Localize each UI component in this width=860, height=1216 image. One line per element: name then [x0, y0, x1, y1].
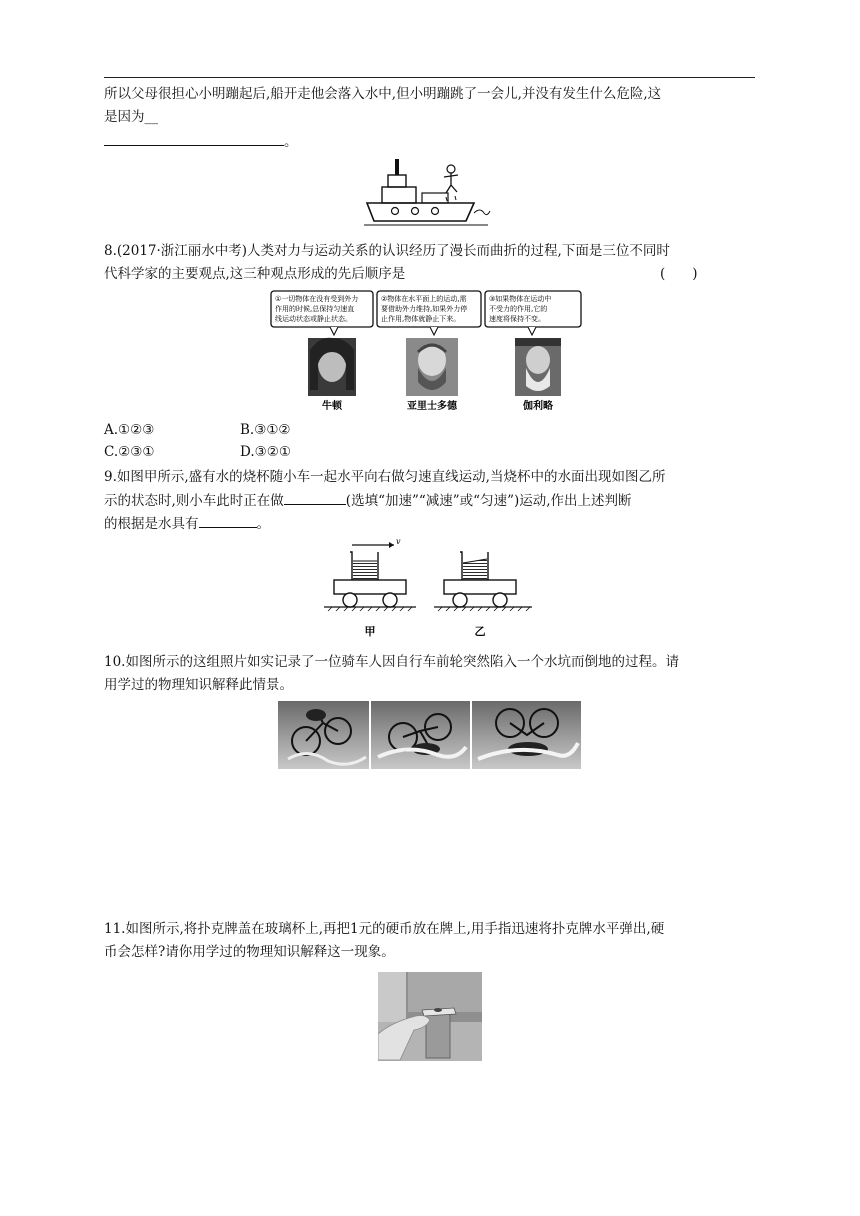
bike-photo-3 — [472, 701, 581, 769]
q7-text-line1: 所以父母很担心小明蹦起后,船开走他会落入水中,但小明蹦跳了一会儿,并没有发生什么危险,这 — [104, 86, 662, 102]
q11-stem-line2: 币会怎样?请你用学过的物理知识解释这一现象。 — [104, 944, 395, 960]
q10-stem-line1: 10.如图所示的这组照片如实记录了一位骑车人因自行车前轮突然陷入一个水坑而倒地的过程。请 — [104, 654, 679, 670]
newton-quote-2: 作用的时候,总保持匀速直 — [275, 305, 355, 313]
velocity-label: v — [396, 537, 401, 546]
q9-stem-line2 — [104, 490, 755, 513]
aristotle-caption: 亚里士多德 — [407, 401, 457, 412]
q9-blank-property[interactable] — [199, 513, 257, 528]
q9-text-3b: 。 — [256, 516, 270, 532]
aristotle-quote-3: 止作用,物体就静止下来。 — [381, 315, 461, 323]
scientists-figure — [270, 290, 590, 414]
q7-text-line2: 是因为__ — [104, 109, 158, 125]
galileo-bubble — [485, 291, 581, 335]
q9-text-2a: 示的状态时,则小车此时正在做 — [104, 493, 284, 509]
aristotle-quote-2: 要借助外力维持,如果外力停 — [381, 305, 468, 313]
header-rule — [104, 77, 755, 78]
q9-text-2b: (选填“加速”“减速”或“匀速”)运动,作出上述判断 — [345, 493, 632, 509]
card-coin-photo — [378, 972, 482, 1061]
galileo-quote-1: ③如果物体在运动中 — [489, 295, 552, 303]
q9-stem-line1: 9.如图甲所示,盛有水的烧杯随小车一起水平向右做匀速直线运动,当烧杯中的水面出现如图乙所 — [104, 469, 666, 485]
cart-beaker-figure — [320, 535, 542, 645]
newton-caption: 牛顿 — [322, 401, 342, 412]
q8-option-d[interactable]: D.③②① — [240, 444, 291, 460]
newton-portrait — [308, 338, 356, 396]
q8-stem-line2 — [104, 263, 755, 286]
q8-stem-text: 代科学家的主要观点,这三种观点形成的先后顺序是 — [104, 266, 406, 282]
caption-jia: 甲 — [364, 625, 376, 638]
newton-quote-1: ①一切物体在没有受到外力 — [275, 295, 359, 303]
q7-period: 。 — [284, 134, 298, 150]
q7-answer-blank[interactable] — [104, 131, 284, 146]
galileo-caption: 伽利略 — [523, 401, 553, 412]
q8-stem-line1: 8.(2017·浙江丽水中考)人类对力与运动关系的认识经历了漫长而曲折的过程,下面是三位不同时 — [104, 243, 670, 259]
cart-yi — [434, 552, 532, 638]
boat-figure — [362, 153, 494, 231]
bike-photo-2 — [371, 701, 470, 769]
galileo-quote-3: 速度将保持不变。 — [489, 315, 545, 323]
q10-stem-line2: 用学过的物理知识解释此情景。 — [104, 677, 293, 693]
q8-option-c[interactable]: C.②③① — [104, 444, 155, 460]
q9-stem-line3 — [104, 513, 755, 536]
galileo-portrait — [515, 338, 561, 396]
q7-answer-line — [104, 131, 755, 154]
q9-blank-motion[interactable] — [284, 490, 346, 505]
bicycle-photos-figure — [278, 701, 581, 769]
aristotle-bubble — [377, 291, 481, 335]
cart-jia — [324, 537, 416, 638]
bike-photo-1 — [278, 701, 369, 769]
q8-option-a[interactable]: A.①②③ — [104, 422, 155, 438]
newton-bubble — [271, 291, 373, 335]
galileo-quote-2: 不受力的作用,它的 — [489, 305, 548, 313]
aristotle-portrait — [406, 338, 458, 396]
caption-yi: 乙 — [474, 625, 486, 638]
q9-text-3a: 的根据是水具有 — [104, 516, 199, 532]
q8-option-b[interactable]: B.③①② — [240, 422, 291, 438]
q11-stem-line1: 11.如图所示,将扑克牌盖在玻璃杯上,再把1元的硬币放在牌上,用手指迅速将扑克牌水平弹出,硬 — [104, 921, 665, 937]
newton-quote-3: 线运动状态或静止状态。 — [275, 315, 352, 323]
aristotle-quote-1: ②物体在水平面上的运动,需 — [381, 295, 467, 303]
q8-answer-paren[interactable]: ( ) — [660, 266, 698, 282]
